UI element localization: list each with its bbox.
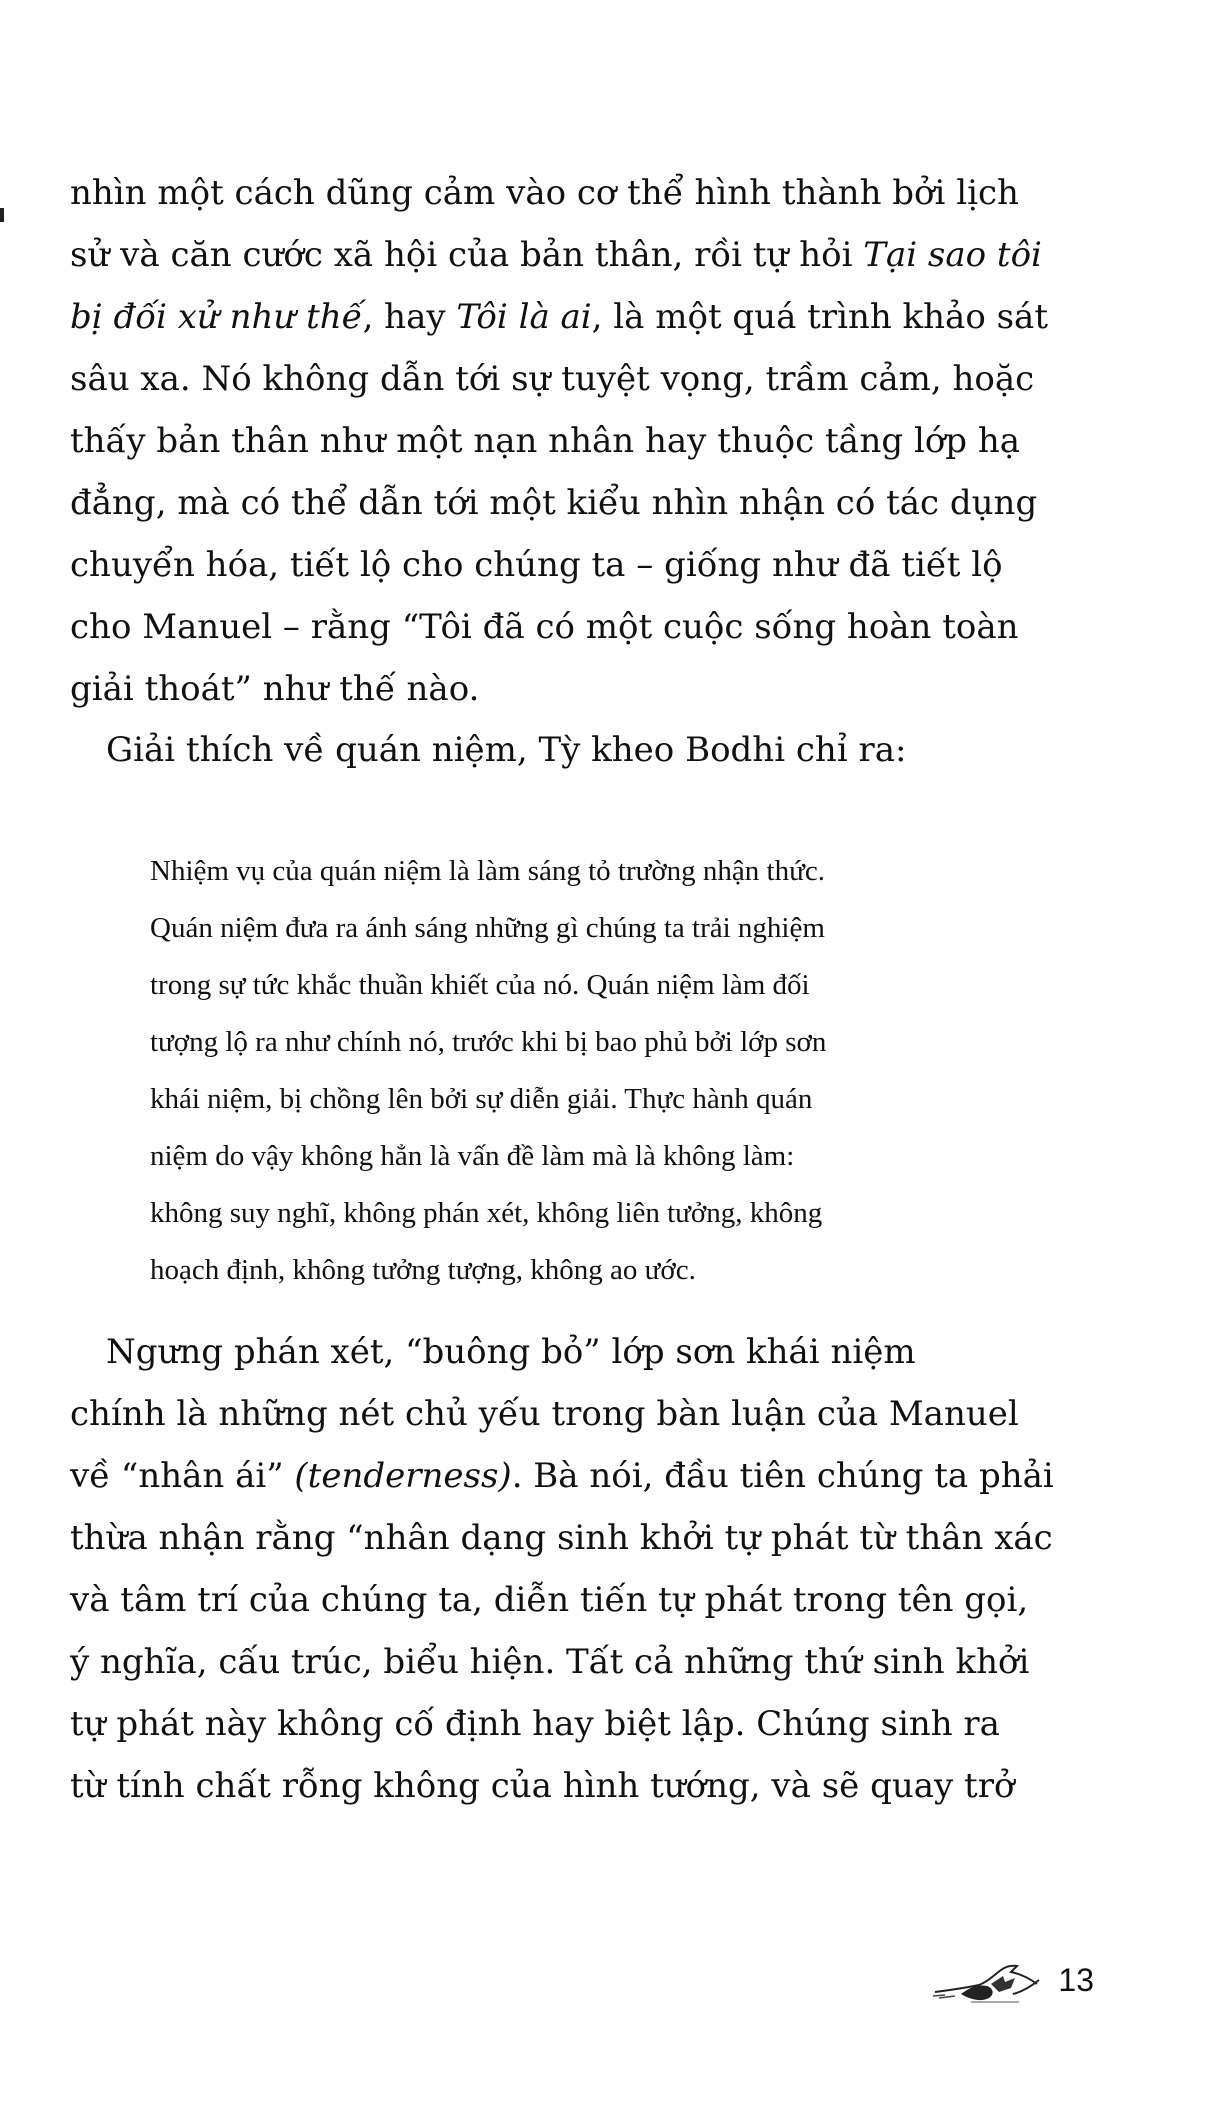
text-segment: tượng lộ ra như chính nó, trước khi bị bao phủ bởi lớp sơn [150, 1026, 827, 1058]
italic-segment: Tại sao tôi [863, 235, 1042, 275]
text-line [70, 1569, 1090, 1631]
text-line [70, 1383, 1090, 1445]
text-line [70, 1631, 1090, 1693]
margin-mark [0, 208, 4, 222]
text-line [150, 1242, 1090, 1299]
text-segment: hoạch định, không tưởng tượng, không ao ước. [150, 1254, 696, 1286]
text-segment: Quán niệm đưa ra ánh sáng những gì chúng ta trải nghiệm [150, 912, 825, 944]
text-segment: sử và căn cước xã hội của bản thân, rồi tự hỏi [70, 235, 864, 275]
text-segment: về “nhân ái” [70, 1456, 295, 1496]
text-line [70, 410, 1090, 472]
text-segment: Nhiệm vụ của quán niệm là làm sáng tỏ trường nhận thức. [150, 855, 825, 887]
paragraph-2 [70, 719, 1090, 781]
text-line [70, 1693, 1090, 1755]
text-line [150, 900, 1090, 957]
paragraph-3 [70, 1321, 1090, 1817]
text-segment: thừa nhận rằng “nhân dạng sinh khởi tự phát từ thân xác [70, 1518, 1053, 1558]
text-line [70, 1507, 1090, 1569]
text-line [70, 162, 1090, 224]
text-segment: chính là những nét chủ yếu trong bàn luận của Manuel [70, 1394, 1019, 1434]
text-line [70, 224, 1090, 286]
text-line [70, 596, 1090, 658]
text-segment: từ tính chất rỗng không của hình tướng, và sẽ quay trở [70, 1766, 1015, 1806]
text-line [150, 1014, 1090, 1071]
ink-bird-ornament-icon [931, 1958, 1051, 2008]
text-segment: đẳng, mà có thể dẫn tới một kiểu nhìn nhận có tác dụng [70, 483, 1038, 523]
text-segment: cho Manuel – rằng “Tôi đã có một cuộc sống hoàn toàn [70, 607, 1019, 647]
text-line [150, 1071, 1090, 1128]
text-line [150, 843, 1090, 900]
text-segment: giải thoát” như thế nào. [70, 669, 480, 709]
text-segment: thấy bản thân như một nạn nhân hay thuộc tầng lớp hạ [70, 421, 1021, 461]
text-segment: Giải thích về quán niệm, Tỳ kheo Bodhi chỉ ra: [106, 730, 907, 770]
text-line [70, 1321, 1090, 1383]
text-segment: niệm do vậy không hẳn là vấn đề làm mà là không làm: [150, 1140, 795, 1172]
italic-segment: Tôi là ai [456, 297, 592, 337]
text-segment: tự phát này không cố định hay biệt lập. Chúng sinh ra [70, 1704, 1000, 1744]
italic-segment: bị đối xử như thế [70, 297, 363, 337]
block-quote [150, 843, 1090, 1299]
paragraph-1 [70, 162, 1090, 720]
text-line [70, 1445, 1090, 1507]
text-segment: trong sự tức khắc thuần khiết của nó. Quán niệm làm đối [150, 969, 810, 1001]
text-line [70, 1755, 1090, 1817]
italic-segment: (tenderness) [294, 1456, 512, 1496]
text-segment: sâu xa. Nó không dẫn tới sự tuyệt vọng, trầm cảm, hoặc [70, 359, 1035, 399]
page-number: 13 [1058, 1962, 1094, 1998]
text-segment: . Bà nói, đầu tiên chúng ta phải [511, 1456, 1054, 1496]
text-line [70, 534, 1090, 596]
text-line [70, 286, 1090, 348]
text-segment: ý nghĩa, cấu trúc, biểu hiện. Tất cả những thứ sinh khởi [70, 1642, 1030, 1682]
text-segment: và tâm trí của chúng ta, diễn tiến tự phát trong tên gọi, [70, 1580, 1029, 1620]
text-segment: Ngưng phán xét, “buông bỏ” lớp sơn khái niệm [106, 1332, 916, 1372]
text-segment: khái niệm, bị chồng lên bởi sự diễn giải. Thực hành quán [150, 1083, 813, 1115]
text-segment: nhìn một cách dũng cảm vào cơ thể hình thành bởi lịch [70, 173, 1019, 213]
text-segment: chuyển hóa, tiết lộ cho chúng ta – giống như đã tiết lộ [70, 545, 1003, 585]
text-line [70, 658, 1090, 720]
text-segment: , hay [362, 297, 457, 337]
text-line [150, 1128, 1090, 1185]
text-segment: , là một quá trình khảo sát [591, 297, 1048, 337]
text-line [70, 472, 1090, 534]
text-line [150, 1185, 1090, 1242]
text-line [70, 719, 1090, 781]
text-line [70, 348, 1090, 410]
text-line [150, 957, 1090, 1014]
text-segment: không suy nghĩ, không phán xét, không liên tưởng, không [150, 1197, 823, 1229]
